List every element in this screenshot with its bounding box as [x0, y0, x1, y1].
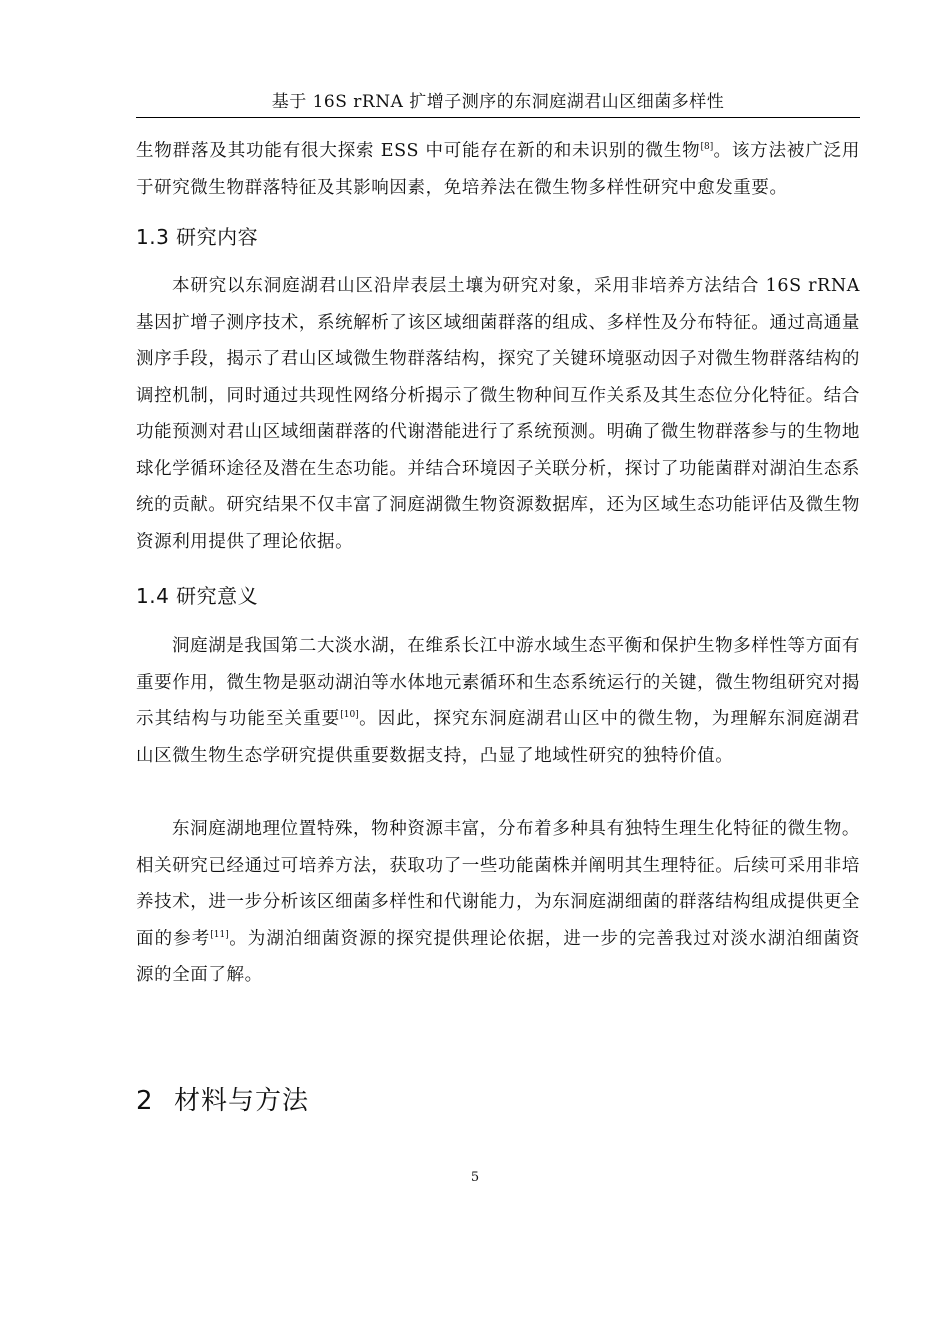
research-content-paragraph: 本研究以东洞庭湖君山区沿岸表层土壤为研究对象，采用非培养方法结合 16S rRNA 基因扩增子测序技术，系统解析了该区域细菌群落的组成、多样性及分布特征。通过高通量测序手段，揭示了君山区域微生物群落结构，探究了关键环境驱动因子对微生物群落结构的调控机制，同时通过共现性网络分析揭示了微生物种间互作关系及其生态位分化特征。结合功能预测对君山区域细菌群落的代谢潜能进行了系统预测。明确了微生物群落参与的生物地球化学循环途径及潜在生态功能。并结合环境因子关联分析，探讨了功能菌群对湖泊生态系统的贡献。研究结果不仅丰富了洞庭湖微生物资源数据库，还为区域生态功能评估及微生物资源利用提供了理论依据。 — [136, 276, 860, 552]
running-header-title: 基于 16S rRNA 扩增子测序的东洞庭湖君山区细菌多样性 — [271, 92, 725, 112]
intro-paragraph — [136, 133, 860, 206]
chapter-number: 2 — [136, 1086, 154, 1116]
citation-ref-11: [11] — [210, 929, 229, 940]
significance-text-1: 洞庭湖是我国第二大淡水湖，在维系长江中游水域生态平衡和保护生物多样性等方面有重要作用，微生物是驱动湖泊等水体地元素循环和生态系统运行的关键，微生物组研究对揭示其结构与功能至关重要 — [136, 636, 860, 729]
chapter-heading-2 — [136, 1084, 309, 1118]
significance-text-2: 东洞庭湖地理位置特殊，物种资源丰富，分布着多种具有独特生理生化特征的微生物。相关研究已经通过可培养方法，获取功了一些功能菌株并阐明其生理特征。后续可采用非培养技术，进一步分析该区细菌多样性和代谢能力，为东洞庭湖细菌的群落结构组成提供更全面的参考 — [136, 819, 860, 949]
intro-text-continued: 。该方法被广泛用于研究微生物群落特征及其影响因素，免培养法在微生物多样性研究中愈发重要。 — [136, 141, 860, 198]
significance-paragraph-2 — [136, 811, 860, 994]
section-heading-1-3: 1.3 研究内容 — [136, 225, 259, 249]
intro-text: 生物群落及其功能有很大探索 ESS 中可能存在新的和未识别的微生物 — [136, 141, 701, 161]
significance-text-1-continued: 。因此，探究东洞庭湖君山区中的微生物，为理解东洞庭湖君山区微生物生态学研究提供重要数据支持，凸显了地域性研究的独特价值。 — [136, 709, 860, 766]
section-heading-1-4: 1.4 研究意义 — [136, 584, 259, 608]
citation-ref-8: [8] — [700, 142, 714, 152]
page-number: 5 — [470, 1170, 480, 1185]
significance-paragraph-1 — [136, 628, 860, 774]
header-divider — [136, 117, 860, 118]
citation-ref-10: [10] — [340, 710, 359, 720]
chapter-title: 材料与方法 — [174, 1086, 310, 1116]
significance-text-2-continued: 。为湖泊细菌资源的探究提供理论依据，进一步的完善我过对淡水湖泊细菌资源的全面了解。 — [136, 928, 860, 985]
